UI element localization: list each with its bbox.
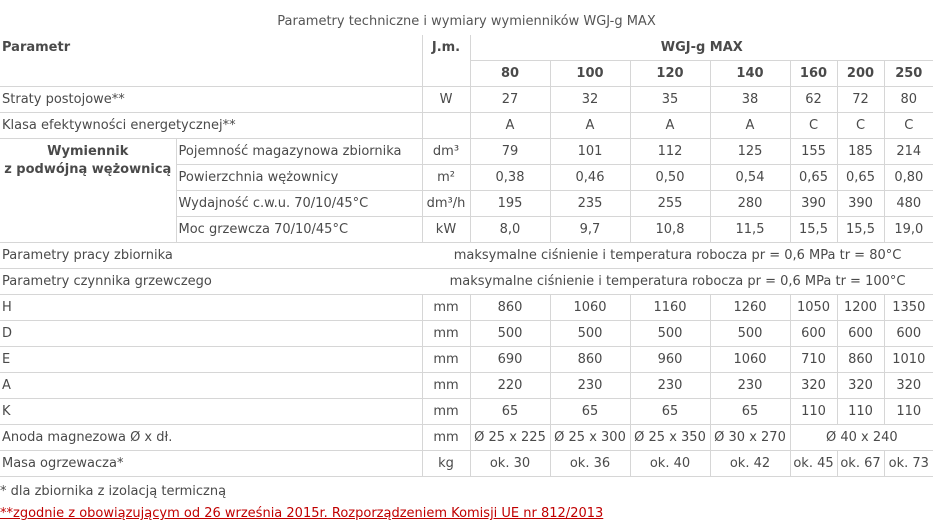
cell: ok. 67 bbox=[837, 451, 884, 477]
cell: Ø 30 x 270 bbox=[710, 425, 790, 451]
cell: ok. 73 bbox=[884, 451, 933, 477]
row-unit: dm³ bbox=[422, 139, 470, 165]
row-label: D bbox=[0, 321, 422, 347]
cell: 500 bbox=[710, 321, 790, 347]
cell: 1160 bbox=[630, 295, 710, 321]
row-label: Moc grzewcza 70/10/45°C bbox=[176, 217, 422, 243]
cell: 320 bbox=[837, 373, 884, 399]
cell: 185 bbox=[837, 139, 884, 165]
row-label: Masa ogrzewacza* bbox=[0, 451, 422, 477]
model-header: 200 bbox=[837, 61, 884, 87]
cell: 235 bbox=[550, 191, 630, 217]
cell: 390 bbox=[837, 191, 884, 217]
cell: 10,8 bbox=[630, 217, 710, 243]
cell: 15,5 bbox=[837, 217, 884, 243]
cell: ok. 30 bbox=[470, 451, 550, 477]
cell: 125 bbox=[710, 139, 790, 165]
cell: 390 bbox=[790, 191, 837, 217]
cell: 27 bbox=[470, 87, 550, 113]
table-row bbox=[0, 139, 933, 165]
cell: 8,0 bbox=[470, 217, 550, 243]
cell: 710 bbox=[790, 347, 837, 373]
cell: C bbox=[790, 113, 837, 139]
cell: 110 bbox=[837, 399, 884, 425]
cell: 65 bbox=[710, 399, 790, 425]
header-row-1 bbox=[0, 35, 933, 61]
table-row bbox=[0, 321, 933, 347]
row-unit: mm bbox=[422, 295, 470, 321]
cell: 1350 bbox=[884, 295, 933, 321]
cell: 65 bbox=[630, 399, 710, 425]
table-row bbox=[0, 87, 933, 113]
cell: ok. 40 bbox=[630, 451, 710, 477]
cell: 1060 bbox=[710, 347, 790, 373]
merged-cell: Ø 40 x 240 bbox=[790, 425, 933, 451]
model-header: 100 bbox=[550, 61, 630, 87]
cell: 280 bbox=[710, 191, 790, 217]
cell: 500 bbox=[550, 321, 630, 347]
header-param: Parametr bbox=[0, 35, 422, 87]
cell: 65 bbox=[470, 399, 550, 425]
row-label: Straty postojowe** bbox=[0, 87, 422, 113]
cell: 230 bbox=[550, 373, 630, 399]
spec-table bbox=[0, 35, 933, 477]
cell: 1060 bbox=[550, 295, 630, 321]
row-unit: mm bbox=[422, 347, 470, 373]
cell: 255 bbox=[630, 191, 710, 217]
header-unit: J.m. bbox=[422, 35, 470, 87]
cell: 11,5 bbox=[710, 217, 790, 243]
cell: A bbox=[630, 113, 710, 139]
cell: 72 bbox=[837, 87, 884, 113]
cell: 110 bbox=[884, 399, 933, 425]
cell: ok. 42 bbox=[710, 451, 790, 477]
row-unit: kW bbox=[422, 217, 470, 243]
merged-cell: maksymalne ciśnienie i temperatura robocza pr = 0,6 MPa tr = 80°C bbox=[422, 243, 933, 269]
cell: Ø 25 x 300 bbox=[550, 425, 630, 451]
cell: 19,0 bbox=[884, 217, 933, 243]
group-label bbox=[0, 139, 176, 243]
cell: 101 bbox=[550, 139, 630, 165]
cell: 230 bbox=[630, 373, 710, 399]
row-unit: mm bbox=[422, 373, 470, 399]
cell: 600 bbox=[790, 321, 837, 347]
row-label: K bbox=[0, 399, 422, 425]
table-row bbox=[0, 425, 933, 451]
cell: 0,38 bbox=[470, 165, 550, 191]
cell: 79 bbox=[470, 139, 550, 165]
cell: 0,65 bbox=[837, 165, 884, 191]
table-row bbox=[0, 373, 933, 399]
row-unit bbox=[422, 113, 470, 139]
merged-cell: maksymalne ciśnienie i temperatura robocza pr = 0,6 MPa tr = 100°C bbox=[422, 269, 933, 295]
group-label-line1: Wymiennik bbox=[47, 144, 129, 159]
cell: 112 bbox=[630, 139, 710, 165]
cell: ok. 36 bbox=[550, 451, 630, 477]
cell: 230 bbox=[710, 373, 790, 399]
cell: A bbox=[710, 113, 790, 139]
row-label: Parametry czynnika grzewczego bbox=[0, 269, 422, 295]
row-label: Parametry pracy zbiornika bbox=[0, 243, 422, 269]
row-unit: mm bbox=[422, 399, 470, 425]
cell: 110 bbox=[790, 399, 837, 425]
cell: 860 bbox=[470, 295, 550, 321]
cell: Ø 25 x 225 bbox=[470, 425, 550, 451]
model-header: 160 bbox=[790, 61, 837, 87]
group-label-line2: z podwójną wężownicą bbox=[4, 162, 172, 177]
row-unit: kg bbox=[422, 451, 470, 477]
cell: 15,5 bbox=[790, 217, 837, 243]
row-label: Pojemność magazynowa zbiornika bbox=[176, 139, 422, 165]
cell: 1260 bbox=[710, 295, 790, 321]
table-row bbox=[0, 399, 933, 425]
row-unit: mm bbox=[422, 321, 470, 347]
cell: 600 bbox=[884, 321, 933, 347]
model-header: 120 bbox=[630, 61, 710, 87]
cell: 62 bbox=[790, 87, 837, 113]
model-header: 250 bbox=[884, 61, 933, 87]
cell: A bbox=[550, 113, 630, 139]
row-label: Anoda magnezowa Ø x dł. bbox=[0, 425, 422, 451]
cell: 320 bbox=[790, 373, 837, 399]
cell: C bbox=[884, 113, 933, 139]
cell: 80 bbox=[884, 87, 933, 113]
footnote-insulation: * dla zbiornika z izolacją termiczną bbox=[0, 484, 227, 499]
header-group: WGJ-g MAX bbox=[470, 35, 933, 61]
cell: 65 bbox=[550, 399, 630, 425]
row-unit: W bbox=[422, 87, 470, 113]
cell: 960 bbox=[630, 347, 710, 373]
cell: 320 bbox=[884, 373, 933, 399]
model-header: 80 bbox=[470, 61, 550, 87]
table-row bbox=[0, 451, 933, 477]
cell: 1050 bbox=[790, 295, 837, 321]
cell: 600 bbox=[837, 321, 884, 347]
row-unit: m² bbox=[422, 165, 470, 191]
table-row bbox=[0, 113, 933, 139]
row-unit: dm³/h bbox=[422, 191, 470, 217]
cell: C bbox=[837, 113, 884, 139]
cell: 220 bbox=[470, 373, 550, 399]
cell: 0,46 bbox=[550, 165, 630, 191]
cell: 690 bbox=[470, 347, 550, 373]
cell: 195 bbox=[470, 191, 550, 217]
cell: 860 bbox=[837, 347, 884, 373]
row-unit: mm bbox=[422, 425, 470, 451]
cell: 0,50 bbox=[630, 165, 710, 191]
table-row bbox=[0, 269, 933, 295]
cell: 0,80 bbox=[884, 165, 933, 191]
cell: 480 bbox=[884, 191, 933, 217]
table-title: Parametry techniczne i wymiary wymienników WGJ-g MAX bbox=[277, 14, 656, 29]
row-label: Wydajność c.w.u. 70/10/45°C bbox=[176, 191, 422, 217]
cell: 32 bbox=[550, 87, 630, 113]
row-label: Klasa efektywności energetycznej** bbox=[0, 113, 422, 139]
cell: ok. 45 bbox=[790, 451, 837, 477]
footnote-regulation-link[interactable]: **zgodnie z obowiązującym od 26 września 2015r. Rozporządzeniem Komisji UE nr 812/2013 bbox=[0, 506, 604, 521]
cell: 214 bbox=[884, 139, 933, 165]
cell: 500 bbox=[630, 321, 710, 347]
cell: 0,54 bbox=[710, 165, 790, 191]
table-row bbox=[0, 243, 933, 269]
table-row bbox=[0, 347, 933, 373]
row-label: Powierzchnia wężownicy bbox=[176, 165, 422, 191]
table-row bbox=[0, 295, 933, 321]
cell: 860 bbox=[550, 347, 630, 373]
row-label: H bbox=[0, 295, 422, 321]
row-label: A bbox=[0, 373, 422, 399]
cell: 1200 bbox=[837, 295, 884, 321]
cell: 155 bbox=[790, 139, 837, 165]
cell: A bbox=[470, 113, 550, 139]
cell: 500 bbox=[470, 321, 550, 347]
cell: 38 bbox=[710, 87, 790, 113]
cell: Ø 25 x 350 bbox=[630, 425, 710, 451]
model-header: 140 bbox=[710, 61, 790, 87]
row-label: E bbox=[0, 347, 422, 373]
cell: 1010 bbox=[884, 347, 933, 373]
cell: 9,7 bbox=[550, 217, 630, 243]
cell: 35 bbox=[630, 87, 710, 113]
cell: 0,65 bbox=[790, 165, 837, 191]
